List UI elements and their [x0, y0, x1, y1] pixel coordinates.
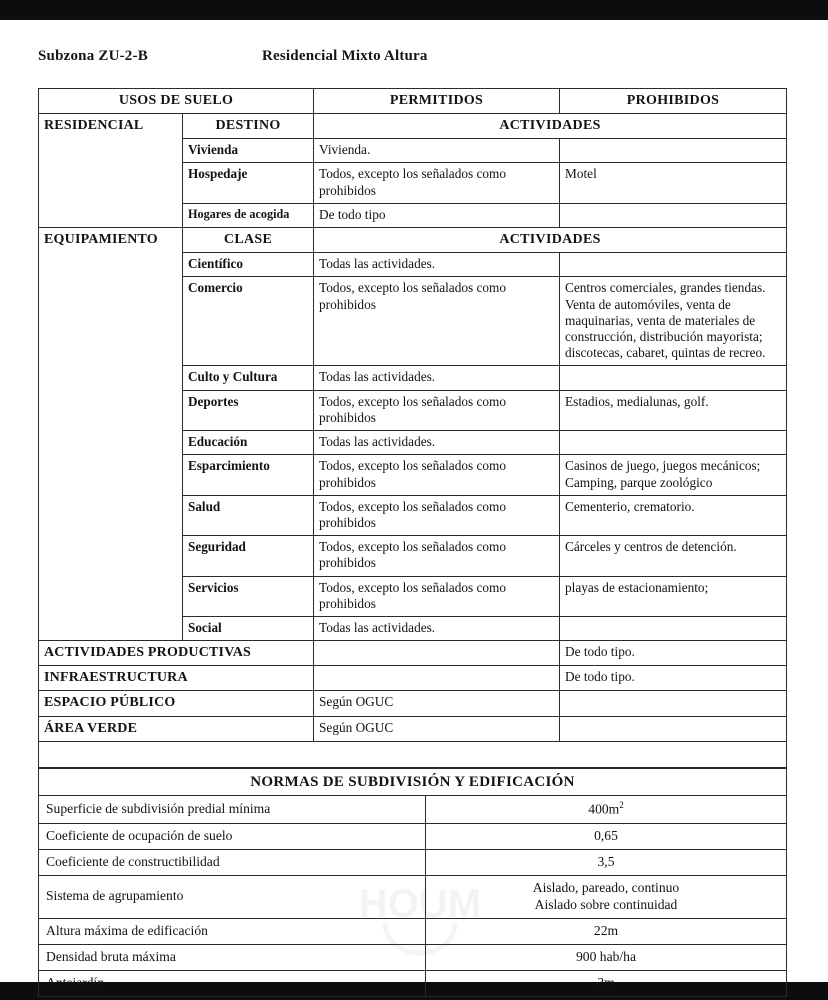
category-prohibidos	[560, 716, 787, 741]
norm-label: Antejardín	[39, 970, 426, 996]
use-permitidos: Vivienda.	[314, 139, 560, 163]
norms-title: NORMAS DE SUBDIVISIÓN Y EDIFICACIÓN	[39, 768, 787, 796]
use-name: Deportes	[183, 390, 314, 430]
norm-value	[426, 796, 787, 824]
use-prohibidos: Centros comerciales, grandes tiendas. Venta de automóviles, venta de maquinarias, venta de materiales de construcción, distribución mayorista; discotecas, cabaret, quintas de recreo.	[560, 277, 787, 366]
norm-value: 3m	[426, 970, 787, 996]
document-body	[0, 48, 828, 997]
use-permitidos: Todos, excepto los señalados como prohibidos	[314, 163, 560, 203]
table-row	[39, 796, 787, 824]
zone-name: Residencial Mixto Altura	[262, 48, 428, 64]
category-permitidos: Según OGUC	[314, 716, 560, 741]
use-permitidos: Todos, excepto los señalados como prohibidos	[314, 277, 560, 366]
use-prohibidos: playas de estacionamiento;	[560, 576, 787, 616]
table-row	[39, 641, 787, 666]
use-prohibidos: Estadios, medialunas, golf.	[560, 390, 787, 430]
use-prohibidos	[560, 617, 787, 641]
use-permitidos: Todas las actividades.	[314, 617, 560, 641]
use-permitidos: Todas las actividades.	[314, 253, 560, 277]
norm-value: 900 hab/ha	[426, 944, 787, 970]
use-prohibidos: Cárceles y centros de detención.	[560, 536, 787, 576]
table-row	[39, 918, 787, 944]
category-prohibidos	[560, 691, 787, 716]
residential-subheader-row	[39, 114, 787, 139]
spacer-row	[39, 741, 787, 767]
watermark-text: HOUM	[358, 882, 482, 926]
category-residencial: RESIDENCIAL	[39, 114, 183, 228]
document-header	[0, 48, 828, 78]
category-area-verde: ÁREA VERDE	[39, 716, 314, 741]
norm-label: Coeficiente de constructibilidad	[39, 849, 426, 875]
subheader-clase: CLASE	[183, 228, 314, 253]
use-permitidos: Todos, excepto los señalados como prohibidos	[314, 455, 560, 495]
use-name: Hospedaje	[183, 163, 314, 203]
use-permitidos: Todas las actividades.	[314, 431, 560, 455]
table-row	[39, 970, 787, 996]
subheader-actividades-equipamiento: ACTIVIDADES	[314, 228, 787, 253]
category-infraestructura: INFRAESTRUCTURA	[39, 666, 314, 691]
norm-label: Altura máxima de edificación	[39, 918, 426, 944]
norms-table	[38, 768, 787, 997]
use-name: Educación	[183, 431, 314, 455]
norm-value-text: 400m	[588, 801, 620, 817]
use-permitidos: Todos, excepto los señalados como prohibidos	[314, 495, 560, 535]
norm-label: Sistema de agrupamiento	[39, 875, 426, 918]
norm-value: 22m	[426, 918, 787, 944]
use-prohibidos	[560, 139, 787, 163]
use-permitidos: Todos, excepto los señalados como prohibidos	[314, 576, 560, 616]
category-permitidos: Según OGUC	[314, 691, 560, 716]
use-name: Culto y Cultura	[183, 366, 314, 390]
column-header-usos-de-suelo: USOS DE SUELO	[39, 89, 314, 114]
category-prohibidos: De todo tipo.	[560, 666, 787, 691]
use-name: Comercio	[183, 277, 314, 366]
table-row	[39, 849, 787, 875]
use-name: Social	[183, 617, 314, 641]
subheader-actividades-residencial: ACTIVIDADES	[314, 114, 787, 139]
norm-value: Aislado, pareado, continuo Aislado sobre continuidad	[426, 875, 787, 918]
use-name: Seguridad	[183, 536, 314, 576]
spacer-cell	[39, 741, 787, 767]
use-permitidos: De todo tipo	[314, 203, 560, 227]
table-row	[39, 944, 787, 970]
use-prohibidos: Casinos de juego, juegos mecánicos; Camping, parque zoológico	[560, 455, 787, 495]
use-prohibidos	[560, 203, 787, 227]
use-name: Hogares de acogida	[183, 203, 314, 227]
use-name: Científico	[183, 253, 314, 277]
category-actividades-productivas: ACTIVIDADES PRODUCTIVAS	[39, 641, 314, 666]
use-name: Servicios	[183, 576, 314, 616]
norm-label: Superficie de subdivisión predial mínima	[39, 796, 426, 824]
use-prohibidos	[560, 366, 787, 390]
equipment-subheader-row	[39, 228, 787, 253]
category-permitidos	[314, 641, 560, 666]
table-row	[39, 666, 787, 691]
category-equipamiento: EQUIPAMIENTO	[39, 228, 183, 641]
norm-value: 0,65	[426, 823, 787, 849]
norm-value-superscript: 2	[619, 800, 624, 811]
top-letterbox-bar	[0, 0, 828, 20]
category-espacio-publico: ESPACIO PÚBLICO	[39, 691, 314, 716]
document-page	[0, 20, 828, 990]
table-header-row	[39, 89, 787, 114]
table-row	[39, 875, 787, 918]
table-row	[39, 823, 787, 849]
norm-label: Coeficiente de ocupación de suelo	[39, 823, 426, 849]
category-permitidos	[314, 666, 560, 691]
table-row	[39, 691, 787, 716]
land-uses-table	[38, 88, 787, 768]
use-prohibidos	[560, 431, 787, 455]
category-prohibidos: De todo tipo.	[560, 641, 787, 666]
use-prohibidos: Motel	[560, 163, 787, 203]
use-permitidos: Todos, excepto los señalados como prohibidos	[314, 390, 560, 430]
use-permitidos: Todos, excepto los señalados como prohibidos	[314, 536, 560, 576]
use-prohibidos: Cementerio, crematorio.	[560, 495, 787, 535]
norms-title-row	[39, 768, 787, 796]
table-row	[39, 716, 787, 741]
norm-value: 3,5	[426, 849, 787, 875]
use-name: Salud	[183, 495, 314, 535]
use-name: Esparcimiento	[183, 455, 314, 495]
column-header-permitidos: PERMITIDOS	[314, 89, 560, 114]
use-prohibidos	[560, 253, 787, 277]
norm-label: Densidad bruta máxima	[39, 944, 426, 970]
use-name: Vivienda	[183, 139, 314, 163]
subzone-label: Subzona ZU-2-B	[38, 48, 148, 64]
subheader-destino: DESTINO	[183, 114, 314, 139]
use-permitidos: Todas las actividades.	[314, 366, 560, 390]
column-header-prohibidos: PROHIBIDOS	[560, 89, 787, 114]
